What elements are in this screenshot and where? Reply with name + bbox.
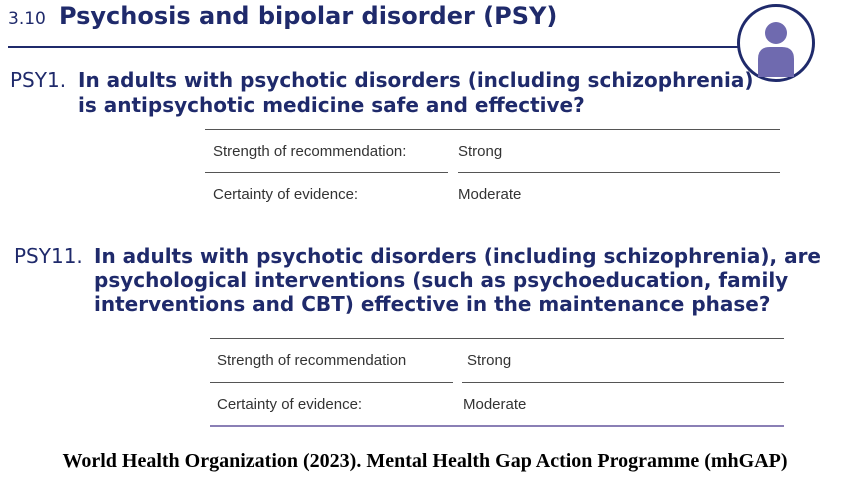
certainty-value: Moderate xyxy=(463,396,527,413)
table-mid-rule-right xyxy=(458,172,780,173)
table-mid-rule-left xyxy=(205,172,448,173)
strength-label: Strength of recommendation xyxy=(217,352,407,369)
question-code: PSY1. xyxy=(10,68,67,92)
section-number: 3.10 xyxy=(8,9,46,29)
question-line-3: interventions and CBT) effective in the maintenance phase? xyxy=(94,292,771,316)
section-title: Psychosis and bipolar disorder (PSY) xyxy=(58,2,558,30)
header-rule xyxy=(8,46,743,48)
section-header xyxy=(8,2,557,30)
question-line-1: In adults with psychotic disorders (including schizophrenia) xyxy=(78,68,754,92)
table-top-rule xyxy=(210,338,784,339)
question-psy1 xyxy=(10,68,770,118)
question-line-2: psychological interventions (such as psychoeducation, family xyxy=(94,268,789,292)
table-mid-rule-right xyxy=(462,382,784,383)
question-psy11 xyxy=(14,244,821,319)
strength-value: Strong xyxy=(467,352,512,369)
table-mid-rule-left xyxy=(210,382,453,383)
strength-value: Strong xyxy=(458,143,503,160)
question-line-1: In adults with psychotic disorders (including schizophrenia), are xyxy=(94,244,821,268)
footer-citation: World Health Organization (2023). Mental Health Gap Action Programme (mhGAP) xyxy=(62,450,788,472)
strength-label: Strength of recommendation: xyxy=(213,143,407,160)
certainty-label: Certainty of evidence: xyxy=(217,396,363,413)
table-top-rule xyxy=(205,129,780,130)
recommendation-table-psy1 xyxy=(205,129,783,209)
table-bottom-rule xyxy=(210,425,784,427)
question-line-2: is antipsychotic medicine safe and effective? xyxy=(78,93,585,117)
question-code: PSY11. xyxy=(14,244,83,268)
recommendation-table-psy11 xyxy=(210,338,788,430)
certainty-value: Moderate xyxy=(458,186,522,203)
certainty-label: Certainty of evidence: xyxy=(213,186,359,203)
